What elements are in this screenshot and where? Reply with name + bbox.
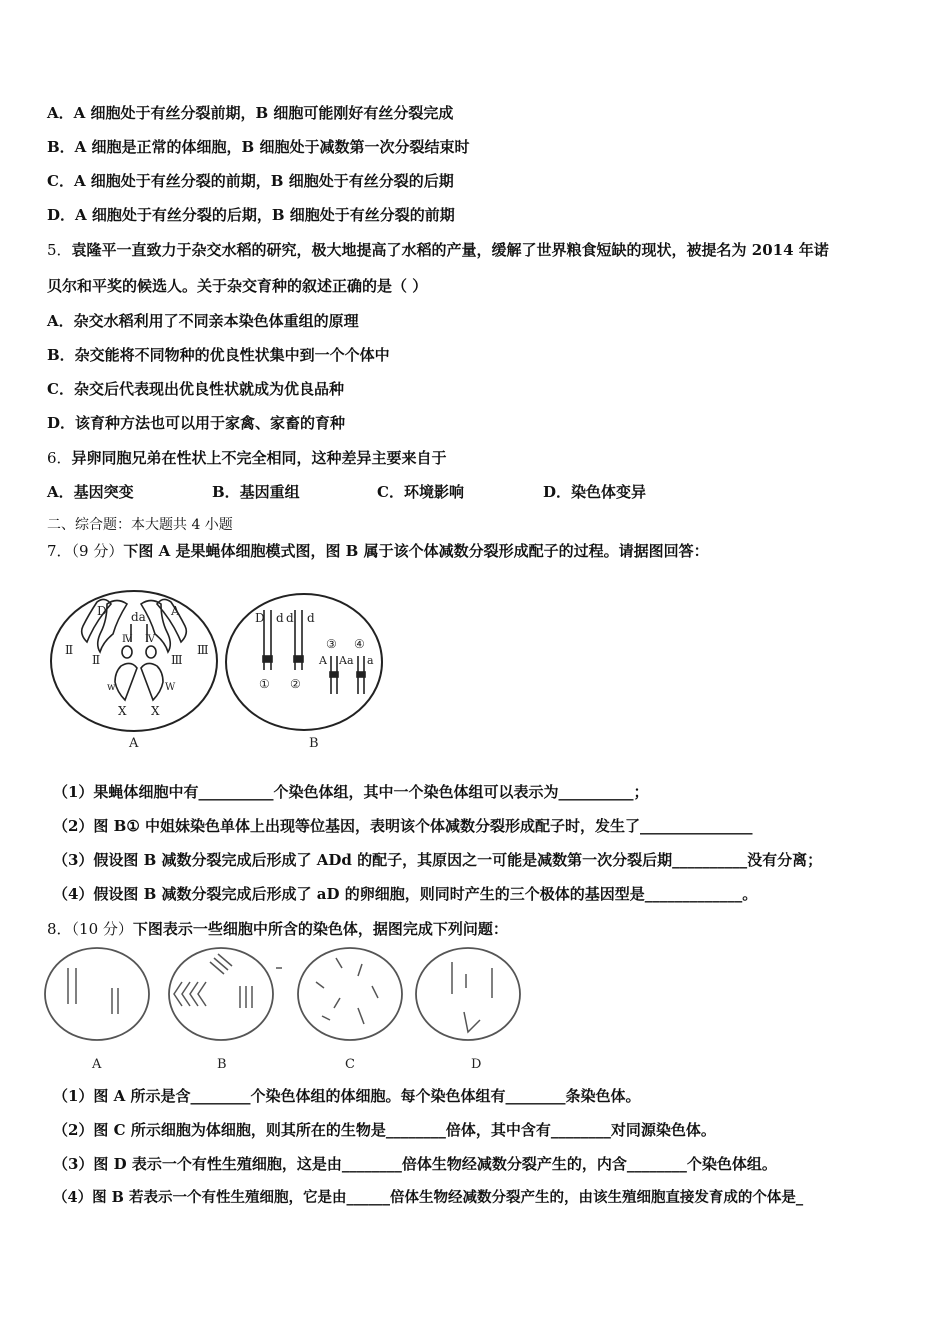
q7-stem-text: 下图 A 是果蝇体细胞模式图，图 B 属于该个体减数分裂形成配子的过程。请据图回答：: [123, 542, 709, 560]
q8-stem: [47, 919, 508, 939]
q8-cell-b: [169, 948, 273, 1040]
q5-option-c: C．杂交后代表现出优良性状就成为优良品种: [47, 380, 344, 398]
section-title: 二、综合题：本大题共 4 小题: [47, 517, 233, 533]
q7-sub-2: （2）图 B① 中姐妹染色单体上出现等位基因，表明该个体减数分裂形成配子时，发生了_______________: [53, 817, 753, 835]
q8-sub-4: （4）图 B 若表示一个有性生殖细胞，它是由______倍体生物经减数分裂产生的，由该生殖细胞直接发育成的个体是_: [53, 1189, 804, 1206]
fig-b-mark-aa: Aa: [339, 654, 354, 667]
q8-cell-c: [298, 948, 402, 1040]
q8-fig-label-d: D: [471, 1057, 482, 1072]
fig-a-mark-ii-inner: Ⅱ: [92, 653, 101, 667]
fig-a-mark-d: D: [97, 604, 107, 618]
fig-a-mark-iii-inner: Ⅲ: [171, 653, 183, 667]
q8-chromosomes: [68, 954, 492, 1032]
q4-option-b: B．A 细胞是正常的体细胞，B 细胞处于减数第一次分裂结束时: [47, 138, 470, 156]
q8-sub-3: （3）图 D 表示一个有性生殖细胞，这是由________倍体生物经减数分裂产生的，内含________个染色体组。: [53, 1155, 777, 1173]
fig-a-mark-w: w: [107, 682, 116, 693]
q8-fig-label-a: A: [92, 1057, 102, 1072]
q6-stem-text: 异卵同胞兄弟在性状上不完全相同，这种差异主要来自于: [71, 449, 447, 467]
q5-number: 5．: [47, 241, 72, 259]
fig-a-mark-iii-outer: Ⅲ: [197, 643, 209, 657]
q6-option-a: A．基因突变: [47, 483, 134, 501]
fig-a-mark-a: A: [171, 604, 180, 618]
fig-b-label: B: [309, 736, 319, 751]
q5-stem: [47, 240, 829, 260]
q4-option-a: A．A 细胞处于有丝分裂前期，B 细胞可能刚好有丝分裂完成: [47, 104, 454, 122]
fig-b-mark-a: a: [367, 654, 374, 667]
q7-sub-4: （4）假设图 B 减数分裂完成后形成了 aD 的卵细胞，则同时产生的三个极体的基因型是_____________。: [53, 885, 758, 903]
q5-option-b: B．杂交能将不同物种的优良性状集中到一个个体中: [47, 346, 390, 364]
q7-stem: [47, 541, 709, 561]
q7-sub-1: （1）果蝇体细胞中有__________个染色体组，其中一个染色体组可以表示为__________；: [53, 783, 649, 801]
q6-stem: [47, 448, 447, 468]
q8-sub-2: （2）图 C 所示细胞为体细胞，则其所在的生物是________倍体，其中含有________对同源染色体。: [53, 1121, 716, 1139]
fig-a-mark-x-right: X: [151, 704, 160, 718]
q5-stem-line2: 贝尔和平奖的候选人。关于杂交育种的叙述正确的是（ ）: [47, 277, 428, 295]
fig-a-mark-iv-right: Ⅳ: [145, 634, 155, 645]
q7-figure: [45, 582, 405, 754]
fig-a-mark-x-left: X: [118, 704, 127, 718]
q5-option-d: D．该育种方法也可以用于家禽、家畜的育种: [47, 414, 346, 432]
fig-b-mark-d3: d: [307, 611, 315, 625]
q6-number: 6．: [47, 449, 72, 467]
q5-option-a: A．杂交水稻利用了不同亲本染色体重组的原理: [47, 312, 359, 330]
q4-option-c: C．A 细胞处于有丝分裂的前期，B 细胞处于有丝分裂的后期: [47, 172, 454, 190]
q8-figure: [40, 946, 530, 1076]
fig-b-mark-d2: d: [286, 611, 294, 625]
q7-sub-3: （3）假设图 B 减数分裂完成后形成了 ADd 的配子，其原因之一可能是减数第一次分裂后期__________没有分离；: [53, 851, 823, 869]
fig-b-mark-4: ④: [354, 637, 365, 651]
fig-a-mark-da: da: [131, 610, 146, 624]
fig-a-mark-iv-left: Ⅳ: [122, 634, 132, 645]
q7-number: 7．（9 分）: [47, 542, 124, 560]
q4-option-d: D．A 细胞处于有丝分裂的后期，B 细胞处于有丝分裂的前期: [47, 206, 455, 224]
fig-b-mark-2: ②: [290, 677, 301, 691]
fig-b-mark-d-upper: D: [255, 611, 265, 625]
q6-option-d: D．染色体变异: [543, 483, 647, 501]
fig-b-mark-1: ①: [259, 677, 270, 691]
q8-fig-label-c: C: [345, 1057, 355, 1072]
q6-option-b: B．基因重组: [212, 483, 300, 501]
q8-stem-text: 下图表示一些细胞中所含的染色体，据图完成下列问题：: [132, 920, 508, 938]
fig-a-label: A: [129, 736, 139, 751]
q8-cell-d: [416, 948, 520, 1040]
q8-cell-a: [45, 948, 149, 1040]
q6-option-c: C．环境影响: [377, 483, 464, 501]
fig-b-mark-d1: d: [276, 611, 284, 625]
fig-b-mark-3: ③: [326, 637, 337, 651]
q5-stem-line1: 袁隆平一直致力于杂交水稻的研究，极大地提高了水稻的产量，缓解了世界粮食短缺的现状，被提名为 2014 年诺: [71, 241, 829, 259]
fig-b-mark-a-upper: A: [319, 654, 327, 667]
fig-a-mark-w-upper: W: [165, 682, 176, 693]
q8-number: 8．（10 分）: [47, 920, 133, 938]
fig-a-mark-ii-outer: Ⅱ: [65, 643, 74, 657]
q8-fig-label-b: B: [217, 1057, 227, 1072]
q8-sub-1: （1）图 A 所示是含________个染色体组的体细胞。每个染色体组有________条染色体。: [53, 1087, 641, 1105]
